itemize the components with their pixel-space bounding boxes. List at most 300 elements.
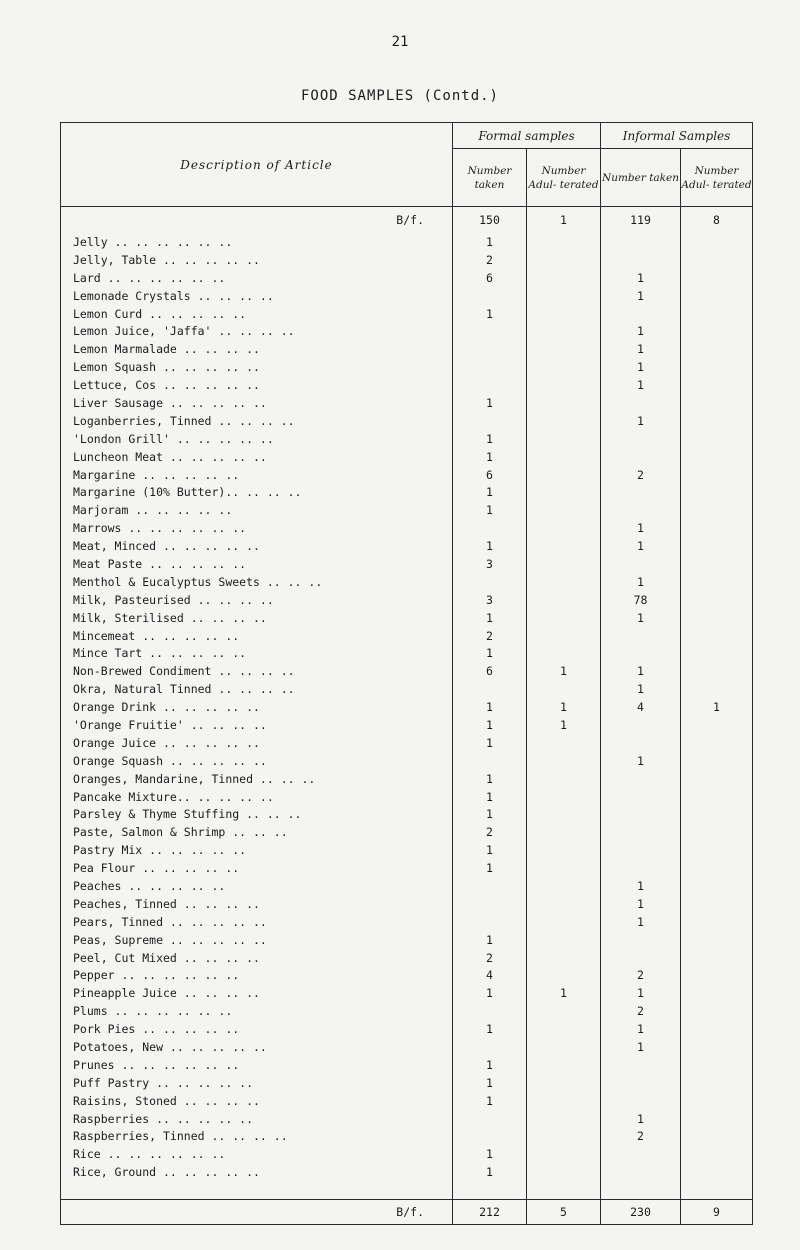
informal-number-adulterated	[681, 841, 753, 859]
article-description: Pineapple Juice .. .. .. ..	[61, 984, 453, 1002]
article-description: Potatoes, New .. .. .. .. ..	[61, 1038, 453, 1056]
article-description: Lemon Curd .. .. .. .. ..	[61, 305, 453, 323]
article-description: Marjoram .. .. .. .. ..	[61, 501, 453, 519]
informal-number-taken	[601, 1145, 681, 1163]
table-row	[61, 841, 753, 859]
table-row	[61, 1163, 753, 1181]
article-description: Mince Tart .. .. .. .. ..	[61, 644, 453, 662]
table-row	[61, 591, 753, 609]
table-row	[61, 895, 753, 913]
informal-number-adulterated	[681, 501, 753, 519]
formal-number-taken: 1	[453, 448, 527, 466]
informal-number-adulterated	[681, 537, 753, 555]
formal-number-taken: 2	[453, 949, 527, 967]
header-informal-number-adulterated: Number Adul- terated	[681, 149, 753, 207]
formal-number-adulterated	[527, 269, 601, 287]
formal-number-taken	[453, 913, 527, 931]
informal-number-adulterated	[681, 376, 753, 394]
page-title: FOOD SAMPLES (Contd.)	[300, 88, 499, 104]
article-description: Pork Pies .. .. .. .. ..	[61, 1020, 453, 1038]
table-row	[61, 1056, 753, 1074]
article-description: Pea Flour .. .. .. .. ..	[61, 859, 453, 877]
article-description: Raisins, Stoned .. .. .. ..	[61, 1092, 453, 1110]
formal-number-taken: 3	[453, 555, 527, 573]
informal-number-adulterated	[681, 859, 753, 877]
informal-number-adulterated	[681, 233, 753, 251]
cf-formal-taken: 212	[453, 1199, 527, 1224]
informal-number-adulterated	[681, 1038, 753, 1056]
informal-number-taken: 1	[601, 877, 681, 895]
article-description: Jelly, Table .. .. .. .. ..	[61, 251, 453, 269]
table-row	[61, 1002, 753, 1020]
table-row	[61, 609, 753, 627]
informal-number-taken: 2	[601, 1128, 681, 1146]
informal-number-taken: 1	[601, 1020, 681, 1038]
informal-number-taken: 1	[601, 1110, 681, 1128]
formal-number-adulterated	[527, 322, 601, 340]
formal-number-taken: 1	[453, 788, 527, 806]
formal-number-taken: 2	[453, 823, 527, 841]
table-row	[61, 376, 753, 394]
formal-number-adulterated	[527, 752, 601, 770]
informal-number-taken: 1	[601, 1038, 681, 1056]
informal-number-adulterated	[681, 913, 753, 931]
formal-number-taken: 1	[453, 734, 527, 752]
formal-number-adulterated	[527, 859, 601, 877]
formal-number-taken: 1	[453, 841, 527, 859]
informal-number-adulterated	[681, 1056, 753, 1074]
formal-number-adulterated	[527, 358, 601, 376]
informal-number-taken	[601, 251, 681, 269]
article-description: Meat Paste .. .. .. .. ..	[61, 555, 453, 573]
table-row	[61, 251, 753, 269]
formal-number-taken: 1	[453, 609, 527, 627]
formal-number-adulterated	[527, 627, 601, 645]
informal-number-adulterated	[681, 770, 753, 788]
informal-number-adulterated	[681, 806, 753, 824]
informal-number-taken	[601, 931, 681, 949]
formal-number-adulterated	[527, 1002, 601, 1020]
formal-number-taken: 1	[453, 537, 527, 555]
informal-number-adulterated	[681, 1145, 753, 1163]
article-description: Non-Brewed Condiment .. .. .. ..	[61, 662, 453, 680]
spacer-cell	[61, 1181, 453, 1199]
brought-forward-row	[61, 207, 753, 234]
table-row	[61, 931, 753, 949]
header-formal-number-taken: Number taken	[453, 149, 527, 207]
formal-number-adulterated	[527, 1056, 601, 1074]
article-description: Margarine (10% Butter).. .. .. ..	[61, 483, 453, 501]
informal-number-adulterated	[681, 716, 753, 734]
informal-number-taken: 1	[601, 609, 681, 627]
informal-number-taken	[601, 305, 681, 323]
formal-number-taken: 1	[453, 1074, 527, 1092]
informal-number-adulterated	[681, 340, 753, 358]
table-row	[61, 322, 753, 340]
table-row	[61, 716, 753, 734]
header-formal-number-adulterated: Number Adul- terated	[527, 149, 601, 207]
formal-number-adulterated	[527, 680, 601, 698]
formal-number-adulterated	[527, 949, 601, 967]
informal-number-taken: 1	[601, 984, 681, 1002]
spacer-cell	[681, 1181, 753, 1199]
informal-number-adulterated	[681, 1020, 753, 1038]
table-row	[61, 859, 753, 877]
table-row	[61, 806, 753, 824]
formal-number-adulterated	[527, 412, 601, 430]
formal-number-taken: 6	[453, 466, 527, 484]
formal-number-adulterated	[527, 483, 601, 501]
article-description: Meat, Minced .. .. .. .. ..	[61, 537, 453, 555]
informal-number-adulterated	[681, 1002, 753, 1020]
table-row	[61, 1145, 753, 1163]
informal-number-taken	[601, 394, 681, 412]
article-description: Pastry Mix .. .. .. .. ..	[61, 841, 453, 859]
formal-number-taken: 1	[453, 1056, 527, 1074]
table-row	[61, 430, 753, 448]
informal-number-taken	[601, 859, 681, 877]
informal-number-taken	[601, 1056, 681, 1074]
formal-number-adulterated	[527, 1074, 601, 1092]
informal-number-adulterated	[681, 877, 753, 895]
article-description: Peaches .. .. .. .. ..	[61, 877, 453, 895]
informal-number-taken: 1	[601, 358, 681, 376]
formal-number-taken: 1	[453, 859, 527, 877]
table-row	[61, 1092, 753, 1110]
article-description: Jelly .. .. .. .. .. ..	[61, 233, 453, 251]
formal-number-adulterated	[527, 501, 601, 519]
formal-number-taken: 1	[453, 1092, 527, 1110]
formal-number-taken: 1	[453, 931, 527, 949]
formal-number-adulterated	[527, 287, 601, 305]
article-description: Menthol & Eucalyptus Sweets .. .. ..	[61, 573, 453, 591]
formal-number-adulterated	[527, 877, 601, 895]
article-description: Loganberries, Tinned .. .. .. ..	[61, 412, 453, 430]
informal-number-taken	[601, 1092, 681, 1110]
informal-number-taken	[601, 823, 681, 841]
article-description: Milk, Sterilised .. .. .. ..	[61, 609, 453, 627]
formal-number-taken: 1	[453, 698, 527, 716]
article-description: Liver Sausage .. .. .. .. ..	[61, 394, 453, 412]
informal-number-adulterated	[681, 305, 753, 323]
informal-number-adulterated	[681, 680, 753, 698]
bf-informal-taken: 119	[601, 207, 681, 234]
cf-formal-adulterated: 5	[527, 1199, 601, 1224]
table-row	[61, 287, 753, 305]
formal-number-adulterated	[527, 340, 601, 358]
article-description: Milk, Pasteurised .. .. .. ..	[61, 591, 453, 609]
informal-number-taken: 2	[601, 466, 681, 484]
formal-number-taken	[453, 376, 527, 394]
article-description: Mincemeat .. .. .. .. ..	[61, 627, 453, 645]
formal-number-adulterated	[527, 555, 601, 573]
formal-number-taken: 1	[453, 1163, 527, 1181]
food-samples-table	[60, 122, 753, 1225]
article-description: 'Orange Fruitie' .. .. .. ..	[61, 716, 453, 734]
table-row	[61, 967, 753, 985]
formal-number-adulterated	[527, 233, 601, 251]
formal-number-adulterated	[527, 734, 601, 752]
informal-number-taken	[601, 501, 681, 519]
article-description: Orange Drink .. .. .. .. ..	[61, 698, 453, 716]
table-row	[61, 984, 753, 1002]
table-row	[61, 734, 753, 752]
formal-number-adulterated	[527, 609, 601, 627]
formal-number-adulterated	[527, 913, 601, 931]
informal-number-taken: 2	[601, 1002, 681, 1020]
table-row	[61, 305, 753, 323]
formal-number-taken: 1	[453, 770, 527, 788]
informal-number-taken	[601, 949, 681, 967]
formal-number-adulterated	[527, 537, 601, 555]
informal-number-adulterated	[681, 519, 753, 537]
formal-number-adulterated	[527, 841, 601, 859]
informal-number-adulterated	[681, 609, 753, 627]
informal-number-adulterated	[681, 895, 753, 913]
article-description: Lemon Juice, 'Jaffa' .. .. .. ..	[61, 322, 453, 340]
article-description: Marrows .. .. .. .. .. ..	[61, 519, 453, 537]
formal-number-taken	[453, 877, 527, 895]
formal-number-taken: 1	[453, 483, 527, 501]
informal-number-taken: 78	[601, 591, 681, 609]
article-description: Okra, Natural Tinned .. .. .. ..	[61, 680, 453, 698]
formal-number-adulterated: 1	[527, 698, 601, 716]
table-row	[61, 555, 753, 573]
informal-number-taken: 2	[601, 967, 681, 985]
formal-number-adulterated	[527, 967, 601, 985]
informal-number-adulterated	[681, 483, 753, 501]
informal-number-taken	[601, 806, 681, 824]
informal-number-taken: 1	[601, 322, 681, 340]
informal-number-taken: 1	[601, 913, 681, 931]
table-row	[61, 823, 753, 841]
informal-number-taken: 1	[601, 519, 681, 537]
article-description: Lemon Squash .. .. .. .. ..	[61, 358, 453, 376]
formal-number-adulterated	[527, 788, 601, 806]
informal-number-adulterated	[681, 322, 753, 340]
formal-number-adulterated	[527, 806, 601, 824]
informal-number-taken: 1	[601, 376, 681, 394]
brought-forward-label: B/f.	[61, 207, 453, 234]
table-row	[61, 644, 753, 662]
article-description: Pears, Tinned .. .. .. .. ..	[61, 913, 453, 931]
informal-number-adulterated	[681, 788, 753, 806]
formal-number-taken: 2	[453, 251, 527, 269]
informal-number-adulterated	[681, 394, 753, 412]
formal-number-taken	[453, 287, 527, 305]
article-description: Pepper .. .. .. .. .. ..	[61, 967, 453, 985]
formal-number-taken	[453, 1128, 527, 1146]
article-description: 'London Grill' .. .. .. .. ..	[61, 430, 453, 448]
formal-number-adulterated	[527, 1092, 601, 1110]
table-row	[61, 269, 753, 287]
article-description: Lettuce, Cos .. .. .. .. ..	[61, 376, 453, 394]
carried-forward-label: B/f.	[61, 1199, 453, 1224]
article-description: Paste, Salmon & Shrimp .. .. ..	[61, 823, 453, 841]
informal-number-taken: 1	[601, 573, 681, 591]
informal-number-adulterated	[681, 967, 753, 985]
table-row	[61, 573, 753, 591]
formal-number-taken: 1	[453, 430, 527, 448]
informal-number-taken	[601, 770, 681, 788]
carried-forward-row	[61, 1199, 753, 1224]
page-number: 21	[391, 34, 409, 50]
formal-number-taken: 4	[453, 967, 527, 985]
formal-number-taken: 1	[453, 716, 527, 734]
table-row	[61, 1110, 753, 1128]
formal-number-adulterated	[527, 1020, 601, 1038]
informal-number-adulterated	[681, 949, 753, 967]
informal-number-adulterated	[681, 1128, 753, 1146]
informal-number-taken	[601, 483, 681, 501]
informal-number-taken	[601, 430, 681, 448]
table-row	[61, 877, 753, 895]
article-description: Orange Squash .. .. .. .. ..	[61, 752, 453, 770]
informal-number-adulterated	[681, 984, 753, 1002]
informal-number-adulterated	[681, 823, 753, 841]
formal-number-adulterated	[527, 644, 601, 662]
formal-number-taken	[453, 322, 527, 340]
informal-number-taken: 1	[601, 412, 681, 430]
formal-number-taken: 2	[453, 627, 527, 645]
informal-number-taken	[601, 734, 681, 752]
cf-informal-taken: 230	[601, 1199, 681, 1224]
informal-number-taken: 1	[601, 537, 681, 555]
formal-number-adulterated	[527, 376, 601, 394]
article-description: Rice, Ground .. .. .. .. ..	[61, 1163, 453, 1181]
informal-number-taken	[601, 448, 681, 466]
informal-number-adulterated	[681, 1092, 753, 1110]
informal-number-taken: 1	[601, 287, 681, 305]
formal-number-adulterated	[527, 1145, 601, 1163]
formal-number-taken	[453, 412, 527, 430]
formal-number-taken: 1	[453, 644, 527, 662]
informal-number-adulterated	[681, 734, 753, 752]
formal-number-adulterated: 1	[527, 716, 601, 734]
bf-formal-taken: 150	[453, 207, 527, 234]
formal-number-adulterated	[527, 394, 601, 412]
formal-number-taken: 6	[453, 269, 527, 287]
informal-number-adulterated	[681, 644, 753, 662]
cf-informal-adulterated: 9	[681, 1199, 753, 1224]
table-row	[61, 680, 753, 698]
informal-number-adulterated	[681, 466, 753, 484]
formal-number-adulterated	[527, 1038, 601, 1056]
bf-formal-adulterated: 1	[527, 207, 601, 234]
article-description: Lemonade Crystals .. .. .. ..	[61, 287, 453, 305]
formal-number-adulterated	[527, 1110, 601, 1128]
informal-number-adulterated	[681, 662, 753, 680]
informal-number-adulterated	[681, 752, 753, 770]
informal-number-taken: 1	[601, 662, 681, 680]
formal-number-taken	[453, 358, 527, 376]
table-row	[61, 1038, 753, 1056]
formal-number-adulterated: 1	[527, 984, 601, 1002]
informal-number-adulterated	[681, 1110, 753, 1128]
article-description: Rice .. .. .. .. .. ..	[61, 1145, 453, 1163]
formal-number-taken	[453, 519, 527, 537]
formal-number-taken: 1	[453, 305, 527, 323]
informal-number-adulterated	[681, 931, 753, 949]
table-row	[61, 627, 753, 645]
table-row	[61, 394, 753, 412]
article-description: Peas, Supreme .. .. .. .. ..	[61, 931, 453, 949]
article-description: Margarine .. .. .. .. ..	[61, 466, 453, 484]
table-row	[61, 913, 753, 931]
formal-number-adulterated	[527, 591, 601, 609]
table-row	[61, 1128, 753, 1146]
spacer-cell	[527, 1181, 601, 1199]
informal-number-taken: 1	[601, 895, 681, 913]
bf-informal-adulterated: 8	[681, 207, 753, 234]
formal-number-taken: 1	[453, 501, 527, 519]
formal-number-taken	[453, 573, 527, 591]
spacer-cell	[453, 1181, 527, 1199]
article-description: Peel, Cut Mixed .. .. .. ..	[61, 949, 453, 967]
informal-number-adulterated	[681, 358, 753, 376]
table-row	[61, 949, 753, 967]
informal-number-taken: 1	[601, 340, 681, 358]
article-description: Parsley & Thyme Stuffing .. .. ..	[61, 806, 453, 824]
formal-number-taken: 1	[453, 1145, 527, 1163]
formal-number-taken	[453, 680, 527, 698]
informal-number-taken	[601, 555, 681, 573]
formal-number-adulterated: 1	[527, 662, 601, 680]
informal-number-taken	[601, 644, 681, 662]
article-description: Prunes .. .. .. .. .. ..	[61, 1056, 453, 1074]
table-row	[61, 662, 753, 680]
informal-number-taken	[601, 233, 681, 251]
table-row	[61, 752, 753, 770]
formal-number-taken: 1	[453, 233, 527, 251]
table-row	[61, 466, 753, 484]
informal-number-taken: 1	[601, 269, 681, 287]
spacer-cell	[601, 1181, 681, 1199]
formal-number-taken: 1	[453, 1020, 527, 1038]
informal-number-taken	[601, 627, 681, 645]
spacer-row	[61, 1181, 753, 1199]
article-description: Orange Juice .. .. .. .. ..	[61, 734, 453, 752]
header-informal-samples: Informal Samples	[601, 123, 753, 149]
formal-number-taken: 3	[453, 591, 527, 609]
table-row	[61, 537, 753, 555]
formal-number-taken: 6	[453, 662, 527, 680]
informal-number-adulterated	[681, 448, 753, 466]
informal-number-adulterated	[681, 269, 753, 287]
informal-number-taken: 1	[601, 680, 681, 698]
formal-number-taken	[453, 1002, 527, 1020]
informal-number-adulterated	[681, 555, 753, 573]
informal-number-adulterated	[681, 1074, 753, 1092]
article-description: Luncheon Meat .. .. .. .. ..	[61, 448, 453, 466]
informal-number-adulterated	[681, 287, 753, 305]
table-row	[61, 233, 753, 251]
informal-number-adulterated	[681, 591, 753, 609]
article-description: Oranges, Mandarine, Tinned .. .. ..	[61, 770, 453, 788]
formal-number-adulterated	[527, 1128, 601, 1146]
formal-number-taken	[453, 1110, 527, 1128]
informal-number-taken	[601, 841, 681, 859]
formal-number-taken	[453, 340, 527, 358]
informal-number-adulterated	[681, 627, 753, 645]
informal-number-taken: 1	[601, 752, 681, 770]
informal-number-taken	[601, 1074, 681, 1092]
table-row	[61, 412, 753, 430]
informal-number-taken	[601, 1163, 681, 1181]
article-description: Lard .. .. .. .. .. ..	[61, 269, 453, 287]
formal-number-taken	[453, 752, 527, 770]
informal-number-taken	[601, 716, 681, 734]
